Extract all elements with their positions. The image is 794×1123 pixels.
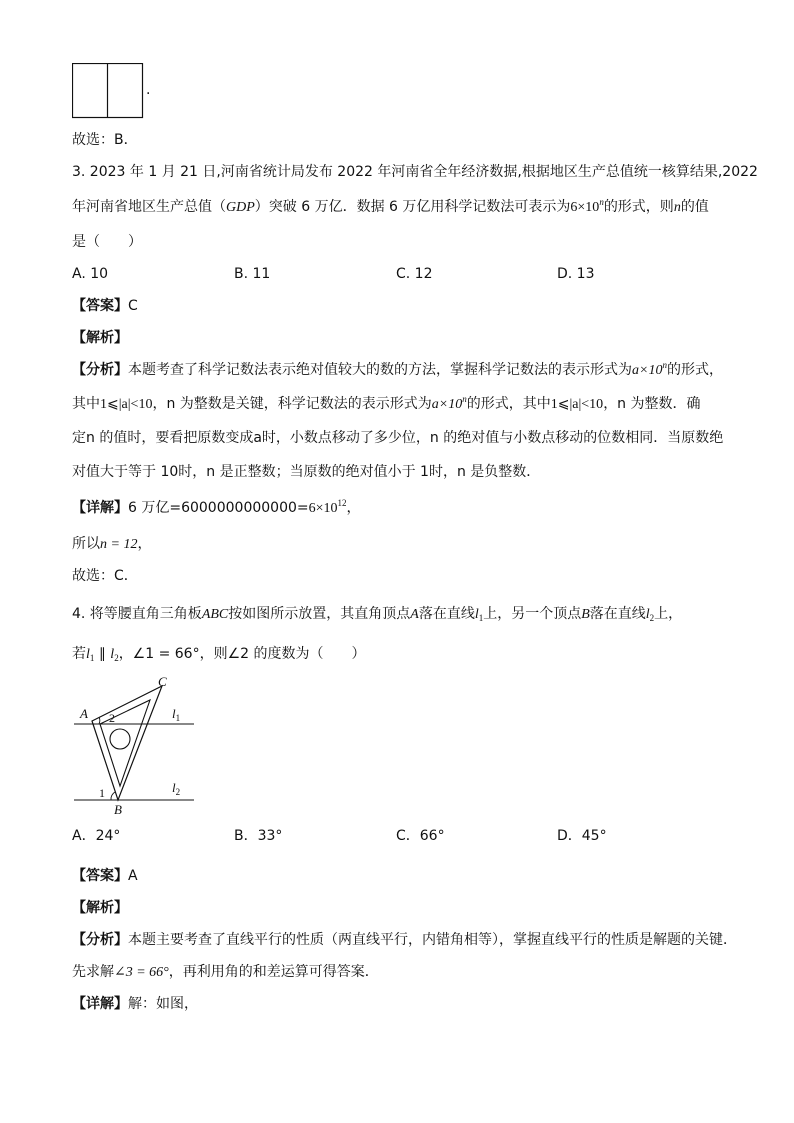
q4-stem-line1 xyxy=(72,604,682,624)
text: 6 万亿=6000000000000= xyxy=(128,500,309,516)
text: 若 xyxy=(72,646,86,662)
line-l1: l xyxy=(86,647,90,662)
text: 本题考查了科学记数法表示绝对值较大的数的方法，掌握科学记数法的表示形式为 xyxy=(128,362,632,378)
point-a: A xyxy=(410,607,419,622)
label-angle-2: 2 xyxy=(109,711,115,725)
angle-2-arc xyxy=(99,717,100,724)
text: 的形式， xyxy=(666,362,723,378)
q3-stem-line1: 3. 2023 年 1 月 21 日,河南省统计局发布 2022 年河南省全年经济数据,根据地区生产总值统一核算结果,2022 xyxy=(72,164,758,180)
q3-option-b: B. 11 xyxy=(234,266,271,282)
text: 上， xyxy=(654,606,683,622)
label-angle-1: 1 xyxy=(99,786,105,800)
xiangjie-tag: 【详解】 xyxy=(72,996,128,1012)
q3-conclusion: 故选：C． xyxy=(72,568,138,584)
text: 的值 xyxy=(680,199,709,215)
split-rectangle-figure xyxy=(72,63,151,121)
exponent: 12 xyxy=(337,498,347,508)
text: 4. 将等腰直角三角板 xyxy=(72,606,202,622)
fenxi-tag: 【分析】 xyxy=(72,362,128,378)
exponent: n xyxy=(662,360,667,370)
q3-stem-line2 xyxy=(72,197,709,217)
text: 解：如图， xyxy=(128,996,198,1012)
q4-option-c: C．66° xyxy=(396,828,445,844)
label-l2-sub: 2 xyxy=(175,787,181,797)
trailing-period: . xyxy=(146,82,151,98)
triangle-outer xyxy=(92,686,162,800)
text: 的形式，其中 xyxy=(466,396,551,412)
text: 先求解 xyxy=(72,964,114,980)
gdp-symbol: GDP xyxy=(226,200,255,215)
q4-fenxi-line1 xyxy=(72,930,737,950)
q4-answer xyxy=(72,866,138,886)
answer-value: A xyxy=(128,868,138,884)
q3-option-d: D. 13 xyxy=(557,266,595,282)
q4-option-a: A．24° xyxy=(72,828,121,844)
text: ，n 为整数是关键，科学记数法的表示形式为 xyxy=(152,396,432,412)
text: 其中 xyxy=(72,396,100,412)
text: ， xyxy=(346,500,361,516)
q3-analysis-tag: 【解析】 xyxy=(72,330,128,346)
text: 本题主要考查了直线平行的性质（两直线平行，内错角相等），掌握直线平行的性质是解题的关键． xyxy=(128,932,737,948)
exponent: n xyxy=(599,197,604,207)
line-l1: l xyxy=(474,607,479,622)
q4-option-b: B．33° xyxy=(234,828,283,844)
q3-stem-line3: 是（ ） xyxy=(72,234,142,250)
triangle-figure xyxy=(66,672,206,820)
q4-option-d: D．45° xyxy=(557,828,607,844)
label-b: B xyxy=(114,802,122,817)
parallel-symbol: ∥ xyxy=(94,646,111,662)
label-l1 xyxy=(172,706,180,722)
text: 落在直线 xyxy=(589,606,646,622)
text: 的形式，则 xyxy=(603,199,674,215)
q4-fenxi-line2 xyxy=(72,962,379,982)
math-expr: 6×10 xyxy=(570,200,600,215)
answer-tag: 【答案】 xyxy=(72,868,128,884)
q3-xiangjie-line2 xyxy=(72,534,151,554)
q3-xiangjie-line1 xyxy=(72,498,361,518)
math-expr: 6×10 xyxy=(308,501,338,516)
text: ，再利用角的和差运算可得答案． xyxy=(168,964,379,980)
text: ）突破 6 万亿．数据 6 万亿用科学记数法可表示为 xyxy=(254,199,571,215)
fenxi-tag: 【分析】 xyxy=(72,932,128,948)
point-b: B xyxy=(581,607,590,622)
line-l2: l xyxy=(110,647,115,662)
q3-fenxi-line2 xyxy=(72,394,701,414)
label-l2 xyxy=(172,780,180,796)
hole-circle xyxy=(110,729,130,749)
math-expr: a×10 xyxy=(431,397,463,412)
q3-answer xyxy=(72,296,138,316)
angle-1-arc xyxy=(111,792,115,800)
label-c: C xyxy=(158,674,167,689)
q3-fenxi-line3: 定n 的值时，要看把原数变成a时，小数点移动了多少位，n 的绝对值与小数点移动的位数相同．当原数绝 xyxy=(72,430,724,446)
label-l2-letter: l xyxy=(172,780,176,795)
subscript: 1 xyxy=(89,653,95,663)
q2-conclusion: 故选：B． xyxy=(72,132,138,148)
answer-tag: 【答案】 xyxy=(72,298,128,314)
math-expr: a×10 xyxy=(632,363,663,378)
triangle-name: ABC xyxy=(201,607,229,622)
math-expr: n = 12 xyxy=(100,537,138,552)
label-l1-letter: l xyxy=(172,706,176,721)
text: 年河南省地区生产总值（ xyxy=(72,199,226,215)
triangle-diagram xyxy=(66,672,206,820)
subscript: 2 xyxy=(114,653,119,663)
text: 上，另一个顶点 xyxy=(483,606,582,622)
q3-option-c: C. 12 xyxy=(396,266,433,282)
q3-option-a: A. 10 xyxy=(72,266,109,282)
label-a: A xyxy=(80,706,88,721)
math-expr: 1⩽|a|<10 xyxy=(550,397,604,412)
subscript: 2 xyxy=(649,613,655,623)
math-expr: ∠3 = 66° xyxy=(114,965,169,980)
answer-value: C xyxy=(128,298,138,314)
text: ，∠1 = 66°，则∠2 的度数为（ ） xyxy=(118,646,366,662)
q4-stem-line2 xyxy=(72,644,366,664)
subscript: 1 xyxy=(478,613,484,623)
q3-fenxi-line1 xyxy=(72,360,723,380)
exponent: n xyxy=(462,394,467,404)
text: 落在直线 xyxy=(418,606,475,622)
text: ， xyxy=(137,536,152,552)
label-l1-sub: 1 xyxy=(175,713,181,723)
q4-xiangjie-line1 xyxy=(72,994,198,1014)
var-n: n xyxy=(673,200,681,215)
text: ，n 为整数．确 xyxy=(603,396,701,412)
text: 所以 xyxy=(72,536,100,552)
q3-fenxi-line4: 对值大于等于 10时，n 是正整数；当原数的绝对值小于 1时，n 是负整数． xyxy=(72,464,541,480)
xiangjie-tag: 【详解】 xyxy=(72,500,128,516)
math-expr: 1⩽|a|<10 xyxy=(100,397,153,412)
line-l2: l xyxy=(645,607,650,622)
q4-analysis-tag: 【解析】 xyxy=(72,900,128,916)
text: 按如图所示放置，其直角顶点 xyxy=(228,606,411,622)
